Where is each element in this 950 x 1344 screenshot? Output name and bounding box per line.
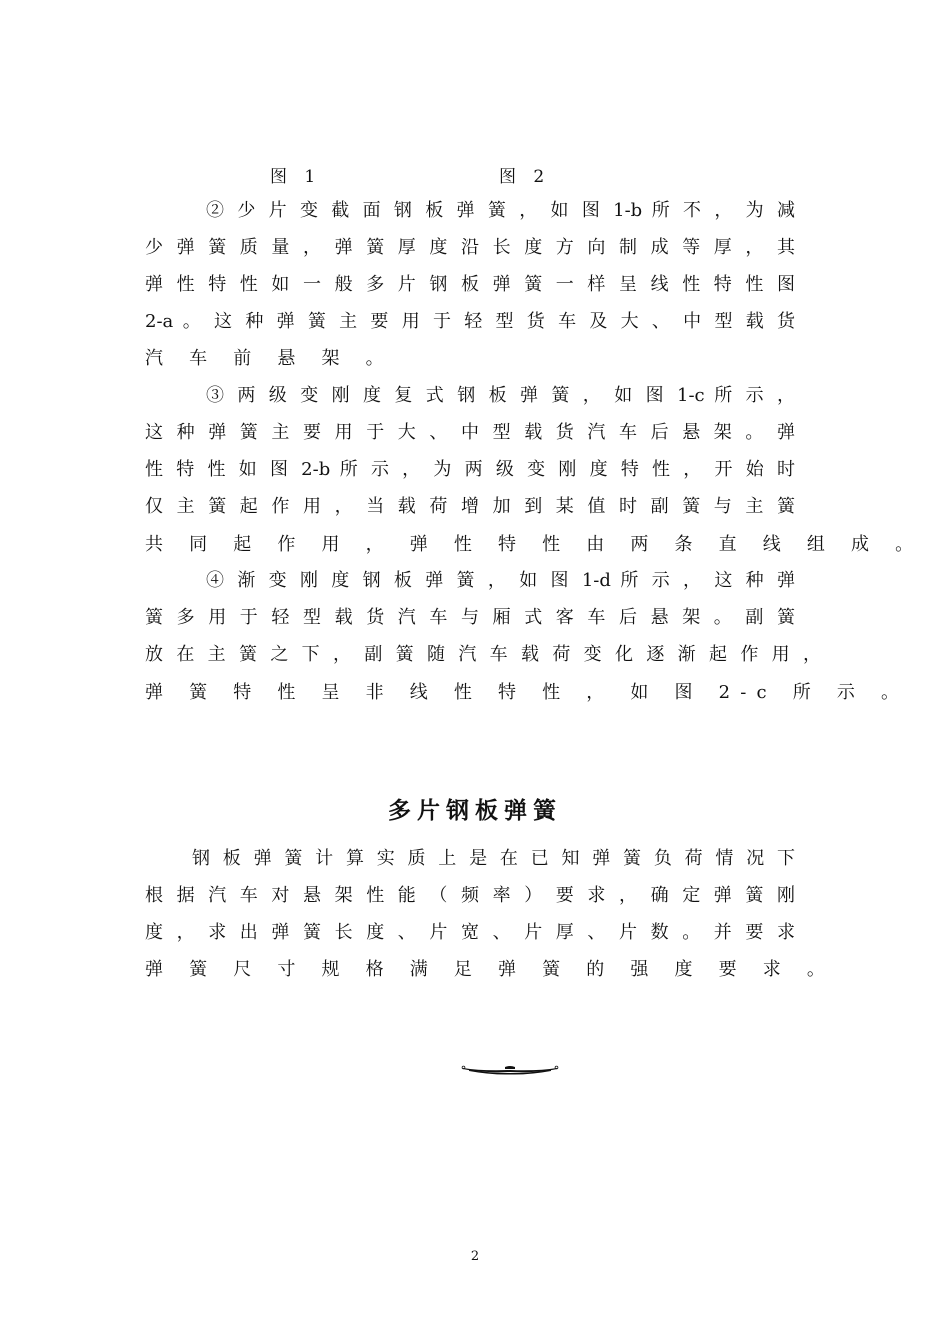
paragraph-2-line-1: ③ 两 级 变 刚 度 复 式 钢 板 弹 簧 ， 如 图 1-c 所 示 ， xyxy=(206,385,795,406)
paragraph-3-line-2: 簧 多 用 于 轻 型 载 货 汽 车 与 厢 式 客 车 后 悬 架 。 副 簧 xyxy=(145,607,795,628)
paragraph-3-line-1: ④ 渐 变 刚 度 钢 板 弹 簧 ， 如 图 1-d 所 示 ， 这 种 弹 xyxy=(206,570,795,591)
paragraph-3-line-4: 弹 簧 特 性 呈 非 线 性 特 性 ， 如 图 2-c 所 示 。 xyxy=(145,682,910,703)
paragraph-3-line-3: 放 在 主 簧 之 下 ， 副 簧 随 汽 车 载 荷 变 化 逐 渐 起 作 用 ， xyxy=(145,644,821,665)
paragraph-2-line-5: 共 同 起 作 用 ， 弹 性 特 性 由 两 条 直 线 组 成 。 xyxy=(145,534,924,555)
paragraph-1-line-2: 少 弹 簧 质 量 ， 弹 簧 厚 度 沿 长 度 方 向 制 成 等 厚 ， 其 xyxy=(145,237,795,258)
section-2-line-1: 钢 板 弹 簧 计 算 实 质 上 是 在 已 知 弹 簧 负 荷 情 况 下 xyxy=(192,848,795,869)
paragraph-1-line-1: ② 少 片 变 截 面 钢 板 弹 簧 ， 如 图 1-b 所 不 ， 为 减 xyxy=(206,200,795,221)
figure-captions xyxy=(0,162,950,186)
leaf-spring-divider-icon xyxy=(461,1062,559,1076)
paragraph-1-line-4: 2-a 。 这 种 弹 簧 主 要 用 于 轻 型 货 车 及 大 、 中 型 载 货 xyxy=(145,311,795,332)
figure-caption-1: 图 1 xyxy=(270,167,322,187)
paragraph-1-line-5: 汽 车 前 悬 架 。 xyxy=(145,348,394,369)
section-2-line-3: 度 ， 求 出 弹 簧 长 度 、 片 宽 、 片 厚 、 片 数 。 并 要 求 xyxy=(145,922,795,943)
section-2-line-4: 弹 簧 尺 寸 规 格 满 足 弹 簧 的 强 度 要 求 。 xyxy=(145,959,836,980)
paragraph-2-line-3: 性 特 性 如 图 2-b 所 示 ， 为 两 级 变 刚 度 特 性 ， 开 始 时 xyxy=(145,459,795,480)
paragraph-2-line-4: 仅 主 簧 起 作 用 ， 当 载 荷 增 加 到 某 值 时 副 簧 与 主 簧 xyxy=(145,496,795,517)
section-heading: 多片钢板弹簧 xyxy=(388,798,562,824)
figure-caption-2: 图 2 xyxy=(499,167,551,187)
paragraph-2-line-2: 这 种 弹 簧 主 要 用 于 大 、 中 型 载 货 汽 车 后 悬 架 。 弹 xyxy=(145,422,795,443)
paragraph-1-line-3: 弹 性 特 性 如 一 般 多 片 钢 板 弹 簧 一 样 呈 线 性 特 性 图 xyxy=(145,274,795,295)
page-number: 2 xyxy=(470,1249,480,1264)
section-2-line-2: 根 据 汽 车 对 悬 架 性 能 （ 频 率 ） 要 求 ， 确 定 弹 簧 刚 xyxy=(145,885,795,906)
